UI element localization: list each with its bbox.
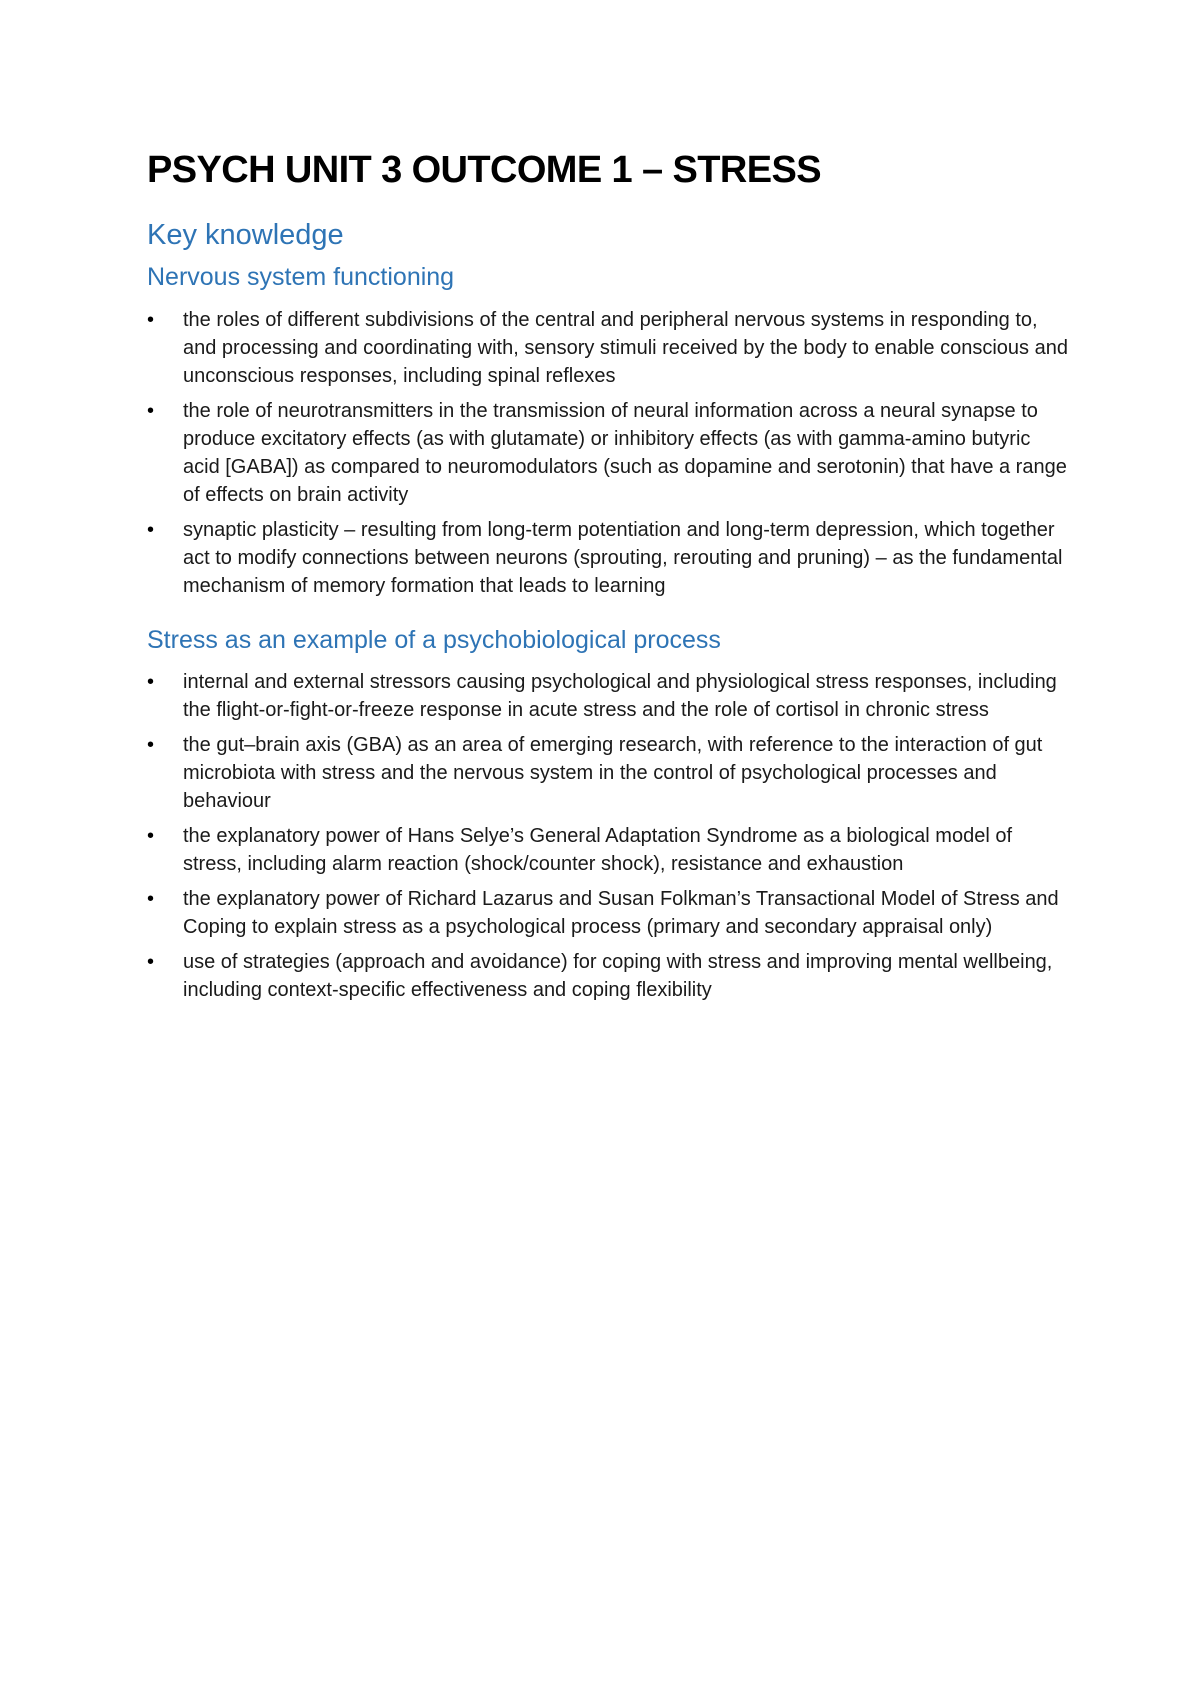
bullet-icon: • [147, 950, 155, 973]
list-item [147, 516, 1070, 600]
section-heading: Nervous system functioning [147, 263, 455, 292]
list-item [147, 822, 1070, 878]
list-item-text: the gut–brain axis (GBA) as an area of emerging research, with reference to the interaction of gut microbiota with stress and the nervous system in the control of psychological processes and behaviour [183, 733, 1043, 812]
section-heading: Stress as an example of a psychobiological process [147, 625, 721, 654]
list-item-text: internal and external stressors causing psychological and physiological stress responses, including the flight-or-fight-or-freeze response in acute stress and the role of cortisol in chronic stress [183, 670, 1057, 721]
list-item [147, 306, 1070, 390]
bullet-icon: • [147, 824, 155, 847]
bullet-list [147, 668, 1070, 1004]
list-item-text: the roles of different subdivisions of the central and peripheral nervous systems in responding to, and processing and coordinating with, sensory stimuli received by the body to enable conscious and unconscious responses, including spinal reflexes [183, 308, 1068, 387]
section-stress [147, 625, 1070, 1004]
list-item [147, 397, 1070, 509]
list-item-text: the explanatory power of Hans Selye’s General Adaptation Syndrome as a biological model of stress, including alarm reaction (shock/counter shock), resistance and exhaustion [183, 824, 1013, 875]
list-item-text: synaptic plasticity – resulting from long-term potentiation and long-term depression, which together act to modify connections between neurons (sprouting, rerouting and pruning) – as the fundamental mechanism of memory formation that leads to learning [183, 518, 1063, 597]
key-knowledge-heading: Key knowledge [147, 218, 344, 251]
document-title: PSYCH UNIT 3 OUTCOME 1 – STRESS [147, 149, 821, 191]
list-item-text: use of strategies (approach and avoidance) for coping with stress and improving mental wellbeing, including context-specific effectiveness and coping flexibility [183, 950, 1053, 1001]
bullet-icon: • [147, 733, 155, 756]
bullet-icon: • [147, 399, 155, 422]
section-nervous-system [147, 262, 1070, 599]
bullet-icon: • [147, 887, 155, 910]
list-item [147, 731, 1070, 815]
bullet-list [147, 306, 1070, 600]
list-item-text: the role of neurotransmitters in the transmission of neural information across a neural synapse to produce excitatory effects (as with glutamate) or inhibitory effects (as with gamma-amino butyric acid [GABA]) as compared to neuromodulators (such as dopamine and serotonin) that have a range of effects on brain activity [183, 399, 1067, 506]
list-item [147, 948, 1070, 1004]
bullet-icon: • [147, 670, 155, 693]
bullet-icon: • [147, 308, 155, 331]
list-item [147, 885, 1070, 941]
bullet-icon: • [147, 518, 155, 541]
list-item [147, 668, 1070, 724]
list-item-text: the explanatory power of Richard Lazarus and Susan Folkman’s Transactional Model of Stress and Coping to explain stress as a psychological process (primary and secondary appraisal only) [183, 887, 1059, 938]
